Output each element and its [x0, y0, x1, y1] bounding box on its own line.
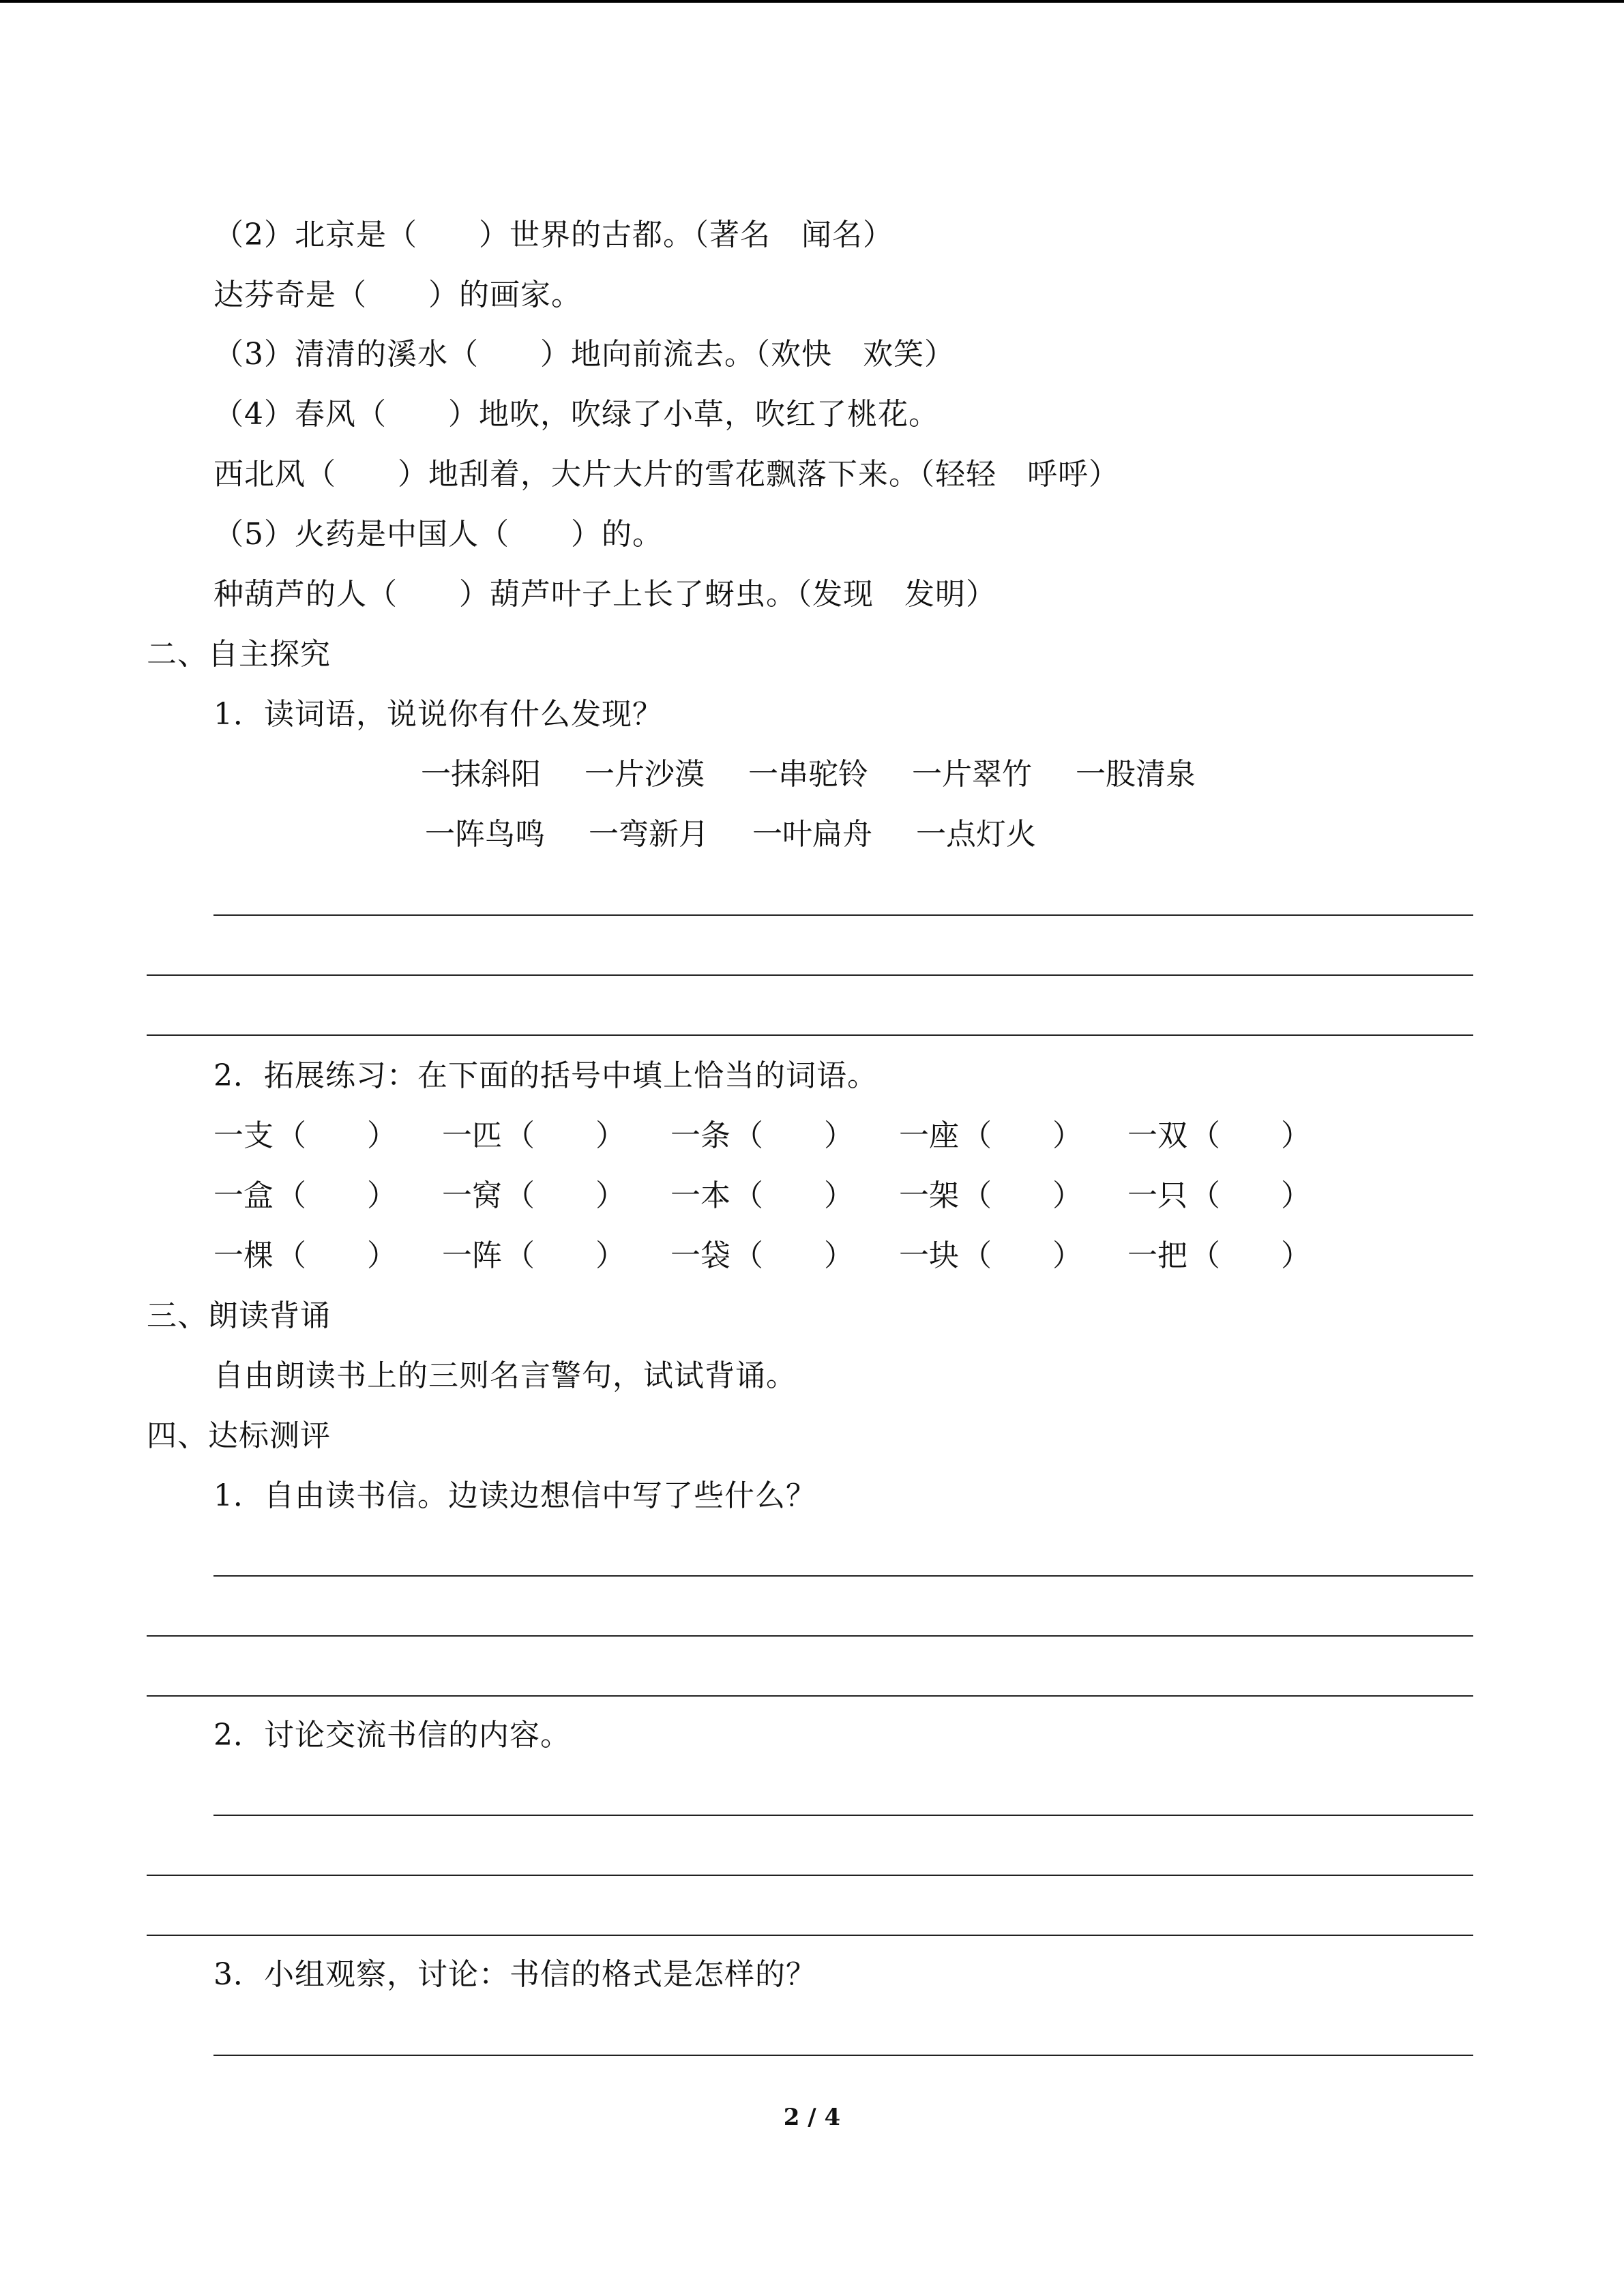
answer-line[interactable]: [213, 1815, 1473, 1816]
question-2a: （2）北京是（ ）世界的古都。（著名 闻名）: [213, 218, 894, 252]
measure-word: 一袋: [670, 1238, 730, 1273]
open-paren: （: [733, 1178, 763, 1213]
open-paren: （: [505, 1178, 535, 1213]
close-paren: ）: [824, 1238, 854, 1273]
word-item: 一片沙漠: [585, 757, 705, 792]
open-paren: （: [276, 1238, 306, 1273]
answer-line[interactable]: [213, 1575, 1473, 1577]
answer-line[interactable]: [147, 1875, 1473, 1876]
close-paren: ）: [595, 1178, 625, 1213]
measure-word-item[interactable]: [442, 1176, 625, 1217]
close-paren: ）: [1052, 1238, 1082, 1273]
measure-word-item[interactable]: [442, 1236, 625, 1277]
section-4-question-2: 2．讨论交流书信的内容。: [213, 1718, 571, 1753]
section-2-heading: 二、自主探究: [147, 637, 331, 672]
open-paren: （: [1190, 1178, 1220, 1213]
close-paren: ）: [367, 1178, 397, 1213]
section-2-question-1: 1．读词语，说说你有什么发现？: [213, 697, 663, 732]
measure-word-item[interactable]: [1127, 1116, 1311, 1157]
open-paren: （: [1190, 1118, 1220, 1153]
measure-word: 一窝: [442, 1178, 502, 1213]
close-paren: ）: [367, 1238, 397, 1273]
word-item: 一串驼铃: [748, 757, 868, 792]
measure-word: 一双: [1127, 1118, 1187, 1153]
word-item: 一股清泉: [1076, 757, 1196, 792]
measure-word-item[interactable]: [1127, 1236, 1311, 1277]
question-2b: 达芬奇是（ ）的画家。: [213, 278, 582, 312]
measure-word: 一座: [899, 1118, 959, 1153]
word-item: 一片翠竹: [912, 757, 1032, 792]
open-paren: （: [733, 1118, 763, 1153]
measure-word-item[interactable]: [899, 1236, 1082, 1277]
open-paren: （: [1190, 1238, 1220, 1273]
open-paren: （: [733, 1238, 763, 1273]
measure-word: 一棵: [213, 1238, 274, 1273]
measure-word-item[interactable]: [213, 1116, 397, 1157]
answer-line[interactable]: [213, 2055, 1473, 2056]
word-item: 一阵鸟鸣: [425, 817, 545, 852]
answer-line[interactable]: [147, 974, 1473, 976]
word-item: 一弯新月: [589, 817, 709, 852]
close-paren: ）: [824, 1118, 854, 1153]
open-paren: （: [962, 1178, 992, 1213]
page-number: 2 / 4: [783, 2104, 841, 2131]
close-paren: ）: [595, 1118, 625, 1153]
measure-word-item[interactable]: [442, 1116, 625, 1157]
open-paren: （: [276, 1118, 306, 1153]
word-item: 一叶扁舟: [752, 817, 872, 852]
section-4-question-3: 3．小组观察，讨论：书信的格式是怎样的？: [213, 1957, 816, 1992]
measure-word-item[interactable]: [899, 1176, 1082, 1217]
section-4-question-1: 1．自由读书信。边读边想信中写了些什么？: [213, 1478, 816, 1513]
measure-word: 一把: [1127, 1238, 1187, 1273]
open-paren: （: [276, 1178, 306, 1213]
close-paren: ）: [1281, 1118, 1311, 1153]
measure-word-item[interactable]: [899, 1116, 1082, 1157]
answer-line[interactable]: [147, 1695, 1473, 1697]
measure-word-item[interactable]: [670, 1176, 854, 1217]
measure-word: 一阵: [442, 1238, 502, 1273]
close-paren: ）: [367, 1118, 397, 1153]
question-4b: 西北风（ ）地刮着，大片大片的雪花飘落下来。（轻轻 呼呼）: [213, 457, 1119, 492]
section-3-text: 自由朗读书上的三则名言警句，试试背诵。: [213, 1358, 797, 1393]
close-paren: ）: [1281, 1238, 1311, 1273]
measure-word: 一匹: [442, 1118, 502, 1153]
section-4-heading: 四、达标测评: [147, 1418, 331, 1453]
question-5a: （5）火药是中国人（ ）的。: [213, 517, 663, 552]
measure-word: 一架: [899, 1178, 959, 1213]
section-2-question-2: 2．拓展练习：在下面的括号中填上恰当的词语。: [213, 1058, 878, 1093]
word-item: 一抹斜阳: [421, 757, 541, 792]
measure-word: 一只: [1127, 1178, 1187, 1213]
answer-line[interactable]: [213, 914, 1473, 916]
word-item: 一点灯火: [916, 817, 1036, 852]
open-paren: （: [505, 1118, 535, 1153]
question-3: （3）清清的溪水（ ）地向前流去。（欢快 欢笑）: [213, 337, 955, 372]
close-paren: ）: [824, 1178, 854, 1213]
measure-word-item[interactable]: [213, 1176, 397, 1217]
close-paren: ）: [1052, 1178, 1082, 1213]
measure-word: 一块: [899, 1238, 959, 1273]
close-paren: ）: [595, 1238, 625, 1273]
measure-word: 一盒: [213, 1178, 274, 1213]
close-paren: ）: [1281, 1178, 1311, 1213]
answer-line[interactable]: [147, 1935, 1473, 1936]
close-paren: ）: [1052, 1118, 1082, 1153]
open-paren: （: [962, 1238, 992, 1273]
section-3-heading: 三、朗读背诵: [147, 1298, 331, 1333]
open-paren: （: [505, 1238, 535, 1273]
measure-word: 一本: [670, 1178, 730, 1213]
measure-word-item[interactable]: [213, 1236, 397, 1277]
measure-word: 一支: [213, 1118, 274, 1153]
answer-line[interactable]: [147, 1635, 1473, 1637]
measure-word-item[interactable]: [670, 1116, 854, 1157]
question-4a: （4）春风（ ）地吹，吹绿了小草，吹红了桃花。: [213, 397, 939, 432]
open-paren: （: [962, 1118, 992, 1153]
question-5b: 种葫芦的人（ ）葫芦叶子上长了蚜虫。（发现 发明）: [213, 577, 996, 612]
measure-word: 一条: [670, 1118, 730, 1153]
measure-word-item[interactable]: [1127, 1176, 1311, 1217]
measure-word-item[interactable]: [670, 1236, 854, 1277]
answer-line[interactable]: [147, 1034, 1473, 1036]
